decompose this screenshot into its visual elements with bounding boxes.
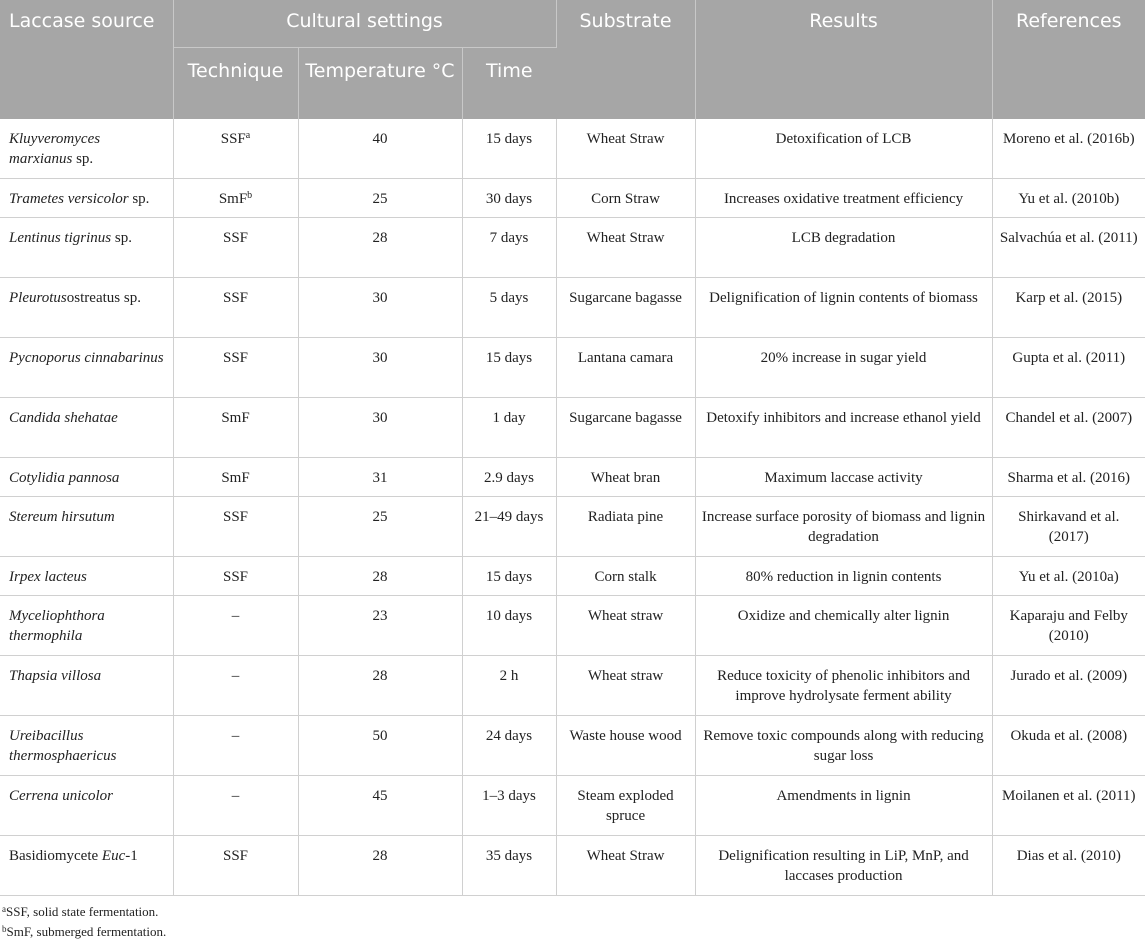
cell-temperature: 28 <box>298 656 462 716</box>
cell-temperature: 25 <box>298 497 462 557</box>
cell-laccase-source <box>0 338 173 398</box>
source-species: Pycnoporus cinnabarinus <box>9 350 164 366</box>
cell-result: Increases oxidative treatment efficiency <box>695 179 992 218</box>
cell-technique <box>173 179 298 218</box>
technique-value: SSF <box>222 509 249 525</box>
cell-technique <box>173 338 298 398</box>
table-header <box>0 0 1145 119</box>
footnote-a <box>2 902 1145 922</box>
cell-substrate: Steam exploded spruce <box>556 776 695 836</box>
cell-result: Detoxify inhibitors and increase ethanol yield <box>695 398 992 458</box>
cell-technique <box>173 497 298 557</box>
technique-value: SmF <box>221 410 250 426</box>
cell-time: 35 days <box>462 836 556 896</box>
cell-technique <box>173 656 298 716</box>
technique-value: – <box>231 608 240 624</box>
cell-laccase-source <box>0 278 173 338</box>
cell-substrate: Corn Straw <box>556 179 695 218</box>
header-time: Time <box>462 47 556 119</box>
cell-reference: Moilanen et al. (2011) <box>992 776 1145 836</box>
table-row <box>0 776 1145 836</box>
cell-laccase-source <box>0 398 173 458</box>
table-row <box>0 716 1145 776</box>
cell-laccase-source <box>0 836 173 896</box>
cell-technique <box>173 836 298 896</box>
cell-reference: Dias et al. (2010) <box>992 836 1145 896</box>
table-row <box>0 398 1145 458</box>
table-row <box>0 497 1145 557</box>
cell-temperature: 30 <box>298 278 462 338</box>
cell-result: Detoxification of LCB <box>695 119 992 179</box>
cell-technique <box>173 278 298 338</box>
table-row <box>0 458 1145 497</box>
cell-temperature: 40 <box>298 119 462 179</box>
source-species: Stereum hirsutum <box>9 509 115 525</box>
header-technique: Technique <box>173 47 298 119</box>
cell-time: 21–49 days <box>462 497 556 557</box>
header-substrate: Substrate <box>556 0 695 119</box>
cell-laccase-source <box>0 716 173 776</box>
cell-substrate: Waste house wood <box>556 716 695 776</box>
table-row <box>0 218 1145 278</box>
cell-result: Delignification resulting in LiP, MnP, and laccases production <box>695 836 992 896</box>
table-row <box>0 557 1145 596</box>
cell-laccase-source <box>0 557 173 596</box>
footnote-mark: b <box>2 924 7 934</box>
cell-technique <box>173 557 298 596</box>
cell-reference: Jurado et al. (2009) <box>992 656 1145 716</box>
source-species: Irpex lacteus <box>9 569 87 585</box>
cell-time: 30 days <box>462 179 556 218</box>
cell-time: 10 days <box>462 596 556 656</box>
cell-reference: Karp et al. (2015) <box>992 278 1145 338</box>
source-species: Thapsia villosa <box>9 668 102 684</box>
cell-reference: Yu et al. (2010a) <box>992 557 1145 596</box>
cell-laccase-source <box>0 458 173 497</box>
cell-reference: Moreno et al. (2016b) <box>992 119 1145 179</box>
cell-time: 2 h <box>462 656 556 716</box>
cell-technique <box>173 776 298 836</box>
cell-substrate: Wheat Straw <box>556 218 695 278</box>
source-species: Euc <box>101 848 126 864</box>
header-laccase-source: Laccase source <box>0 0 173 119</box>
cell-result: 80% reduction in lignin contents <box>695 557 992 596</box>
technique-value: – <box>231 788 240 804</box>
footnote-marker: b <box>247 190 253 201</box>
cell-laccase-source <box>0 179 173 218</box>
table-row <box>0 338 1145 398</box>
source-species: Candida shehatae <box>9 410 118 426</box>
header-references: References <box>992 0 1145 119</box>
cell-reference: Gupta et al. (2011) <box>992 338 1145 398</box>
cell-reference: Salvachúa et al. (2011) <box>992 218 1145 278</box>
cell-result: Amendments in lignin <box>695 776 992 836</box>
source-suffix: sp. <box>72 151 94 167</box>
footnotes <box>0 902 1145 942</box>
cell-time: 15 days <box>462 119 556 179</box>
cell-laccase-source <box>0 119 173 179</box>
footnote-mark: a <box>2 904 6 914</box>
cell-temperature: 28 <box>298 218 462 278</box>
cell-laccase-source <box>0 776 173 836</box>
cell-substrate: Sugarcane bagasse <box>556 398 695 458</box>
header-results: Results <box>695 0 992 119</box>
cell-reference: Kaparaju and Felby (2010) <box>992 596 1145 656</box>
cell-technique <box>173 716 298 776</box>
cell-substrate: Radiata pine <box>556 497 695 557</box>
cell-temperature: 28 <box>298 557 462 596</box>
cell-technique <box>173 458 298 497</box>
cell-time: 1 day <box>462 398 556 458</box>
footnote-marker: a <box>245 130 251 141</box>
source-species: Cotylidia pannosa <box>9 470 120 486</box>
cell-result: Oxidize and chemically alter lignin <box>695 596 992 656</box>
cell-time: 15 days <box>462 338 556 398</box>
cell-reference: Okuda et al. (2008) <box>992 716 1145 776</box>
technique-value: SSF <box>222 848 249 864</box>
cell-result: Remove toxic compounds along with reducing sugar loss <box>695 716 992 776</box>
technique-value: SmF <box>221 470 250 486</box>
technique-value: SSF <box>222 230 249 246</box>
technique-value: SSF <box>222 290 249 306</box>
technique-value: – <box>231 728 240 744</box>
header-cultural-settings: Cultural settings <box>173 0 556 47</box>
footnote-b <box>2 922 1145 942</box>
cell-substrate: Wheat straw <box>556 656 695 716</box>
source-species: Lentinus tigrinus <box>9 230 112 246</box>
cell-result: Increase surface porosity of biomass and lignin degradation <box>695 497 992 557</box>
technique-value: SSF <box>220 131 246 147</box>
cell-substrate: Wheat Straw <box>556 119 695 179</box>
cell-temperature: 31 <box>298 458 462 497</box>
cell-laccase-source <box>0 497 173 557</box>
cell-reference: Sharma et al. (2016) <box>992 458 1145 497</box>
technique-value: SSF <box>222 350 249 366</box>
cell-time: 24 days <box>462 716 556 776</box>
source-species: Ureibacillus thermosphaericus <box>9 728 117 764</box>
cell-laccase-source <box>0 656 173 716</box>
cell-temperature: 30 <box>298 338 462 398</box>
table-row <box>0 596 1145 656</box>
technique-value: – <box>231 668 240 684</box>
cell-reference: Shirkavand et al. (2017) <box>992 497 1145 557</box>
cell-substrate: Wheat Straw <box>556 836 695 896</box>
cell-substrate: Wheat bran <box>556 458 695 497</box>
header-temperature: Temperature °C <box>298 47 462 119</box>
table-row <box>0 656 1145 716</box>
cell-substrate: Corn stalk <box>556 557 695 596</box>
footnote-text: SSF, solid state fermentation. <box>6 904 159 919</box>
cell-result: LCB degradation <box>695 218 992 278</box>
cell-laccase-source <box>0 218 173 278</box>
cell-technique <box>173 218 298 278</box>
source-species: Pleurotus <box>9 290 67 306</box>
table-row <box>0 836 1145 896</box>
source-species: Kluyveromyces marxianus <box>9 131 101 167</box>
cell-substrate: Sugarcane bagasse <box>556 278 695 338</box>
source-suffix: ostreatus sp. <box>66 290 141 306</box>
source-species: Myceliophthora thermophila <box>9 608 105 644</box>
cell-substrate: Wheat straw <box>556 596 695 656</box>
cell-result: Reduce toxicity of phenolic inhibitors and improve hydrolysate ferment ability <box>695 656 992 716</box>
cell-laccase-source <box>0 596 173 656</box>
table-row <box>0 119 1145 179</box>
cell-technique <box>173 119 298 179</box>
footnote-text: SmF, submerged fermentation. <box>6 924 167 939</box>
cell-time: 5 days <box>462 278 556 338</box>
cell-temperature: 30 <box>298 398 462 458</box>
table-body <box>0 119 1145 896</box>
source-suffix: sp. <box>111 230 132 246</box>
cell-result: 20% increase in sugar yield <box>695 338 992 398</box>
source-suffix: -1 <box>125 848 138 864</box>
cell-time: 2.9 days <box>462 458 556 497</box>
technique-value: SmF <box>218 191 248 207</box>
table-row <box>0 179 1145 218</box>
cell-technique <box>173 398 298 458</box>
cell-result: Maximum laccase activity <box>695 458 992 497</box>
source-species: Trametes versicolor <box>9 191 129 207</box>
cell-reference: Chandel et al. (2007) <box>992 398 1145 458</box>
cell-time: 7 days <box>462 218 556 278</box>
cell-technique <box>173 596 298 656</box>
cell-time: 1–3 days <box>462 776 556 836</box>
cell-time: 15 days <box>462 557 556 596</box>
cell-temperature: 50 <box>298 716 462 776</box>
source-suffix: sp. <box>128 191 150 207</box>
cell-reference: Yu et al. (2010b) <box>992 179 1145 218</box>
cell-result: Delignification of lignin contents of biomass <box>695 278 992 338</box>
technique-value: SSF <box>222 569 249 585</box>
cell-temperature: 45 <box>298 776 462 836</box>
cell-temperature: 25 <box>298 179 462 218</box>
cell-temperature: 28 <box>298 836 462 896</box>
source-prefix: Basidiomycete <box>9 848 102 864</box>
table-row <box>0 278 1145 338</box>
cell-temperature: 23 <box>298 596 462 656</box>
cell-substrate: Lantana camara <box>556 338 695 398</box>
source-species: Cerrena unicolor <box>9 788 114 804</box>
